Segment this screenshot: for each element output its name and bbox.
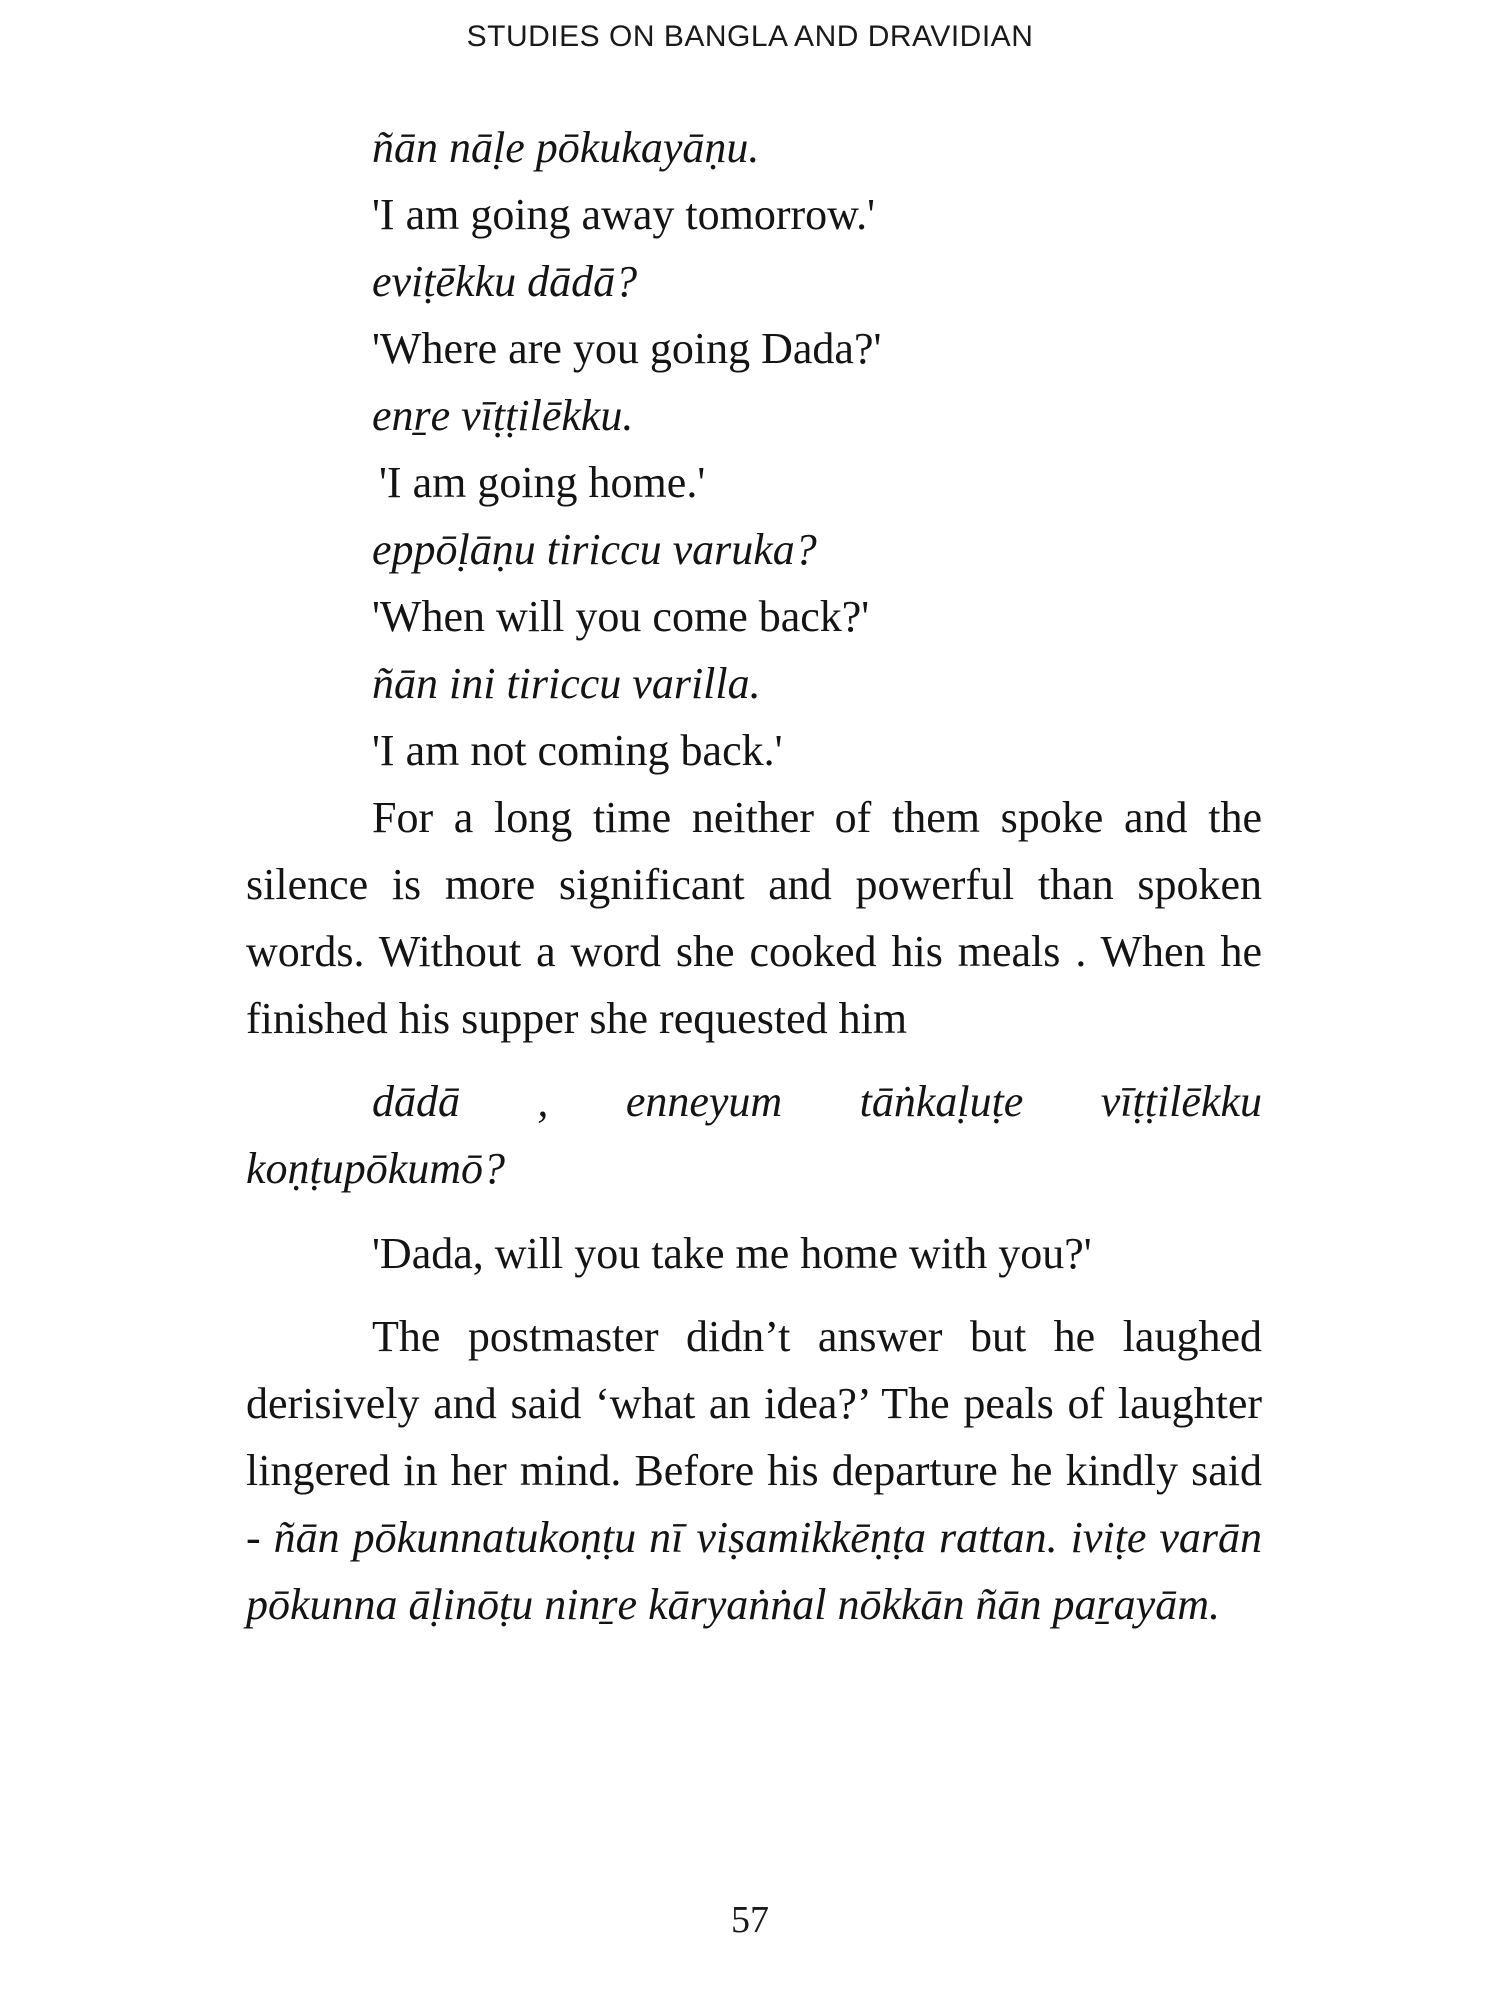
narrative-paragraph-2: [246, 1303, 1262, 1638]
dialogue-line-translation: 'I am not coming back.': [372, 726, 783, 775]
running-head-title: STUDIES ON BANGLA AND DRAVIDIAN: [466, 20, 1034, 53]
dialogue-line-malayalam: ñān nāḷe pōkukayāṇu.: [372, 123, 760, 172]
malayalam-quote: ñān pōkunnatukoṇṭu nī viṣamikkēṇṭa rattan. iviṭe varān pōkunna āḷinōṭu ninṟe kāryaṅṅal nōkkān ñān paṟayām.: [246, 1513, 1262, 1629]
body-text: [246, 114, 1262, 1638]
dialogue-line-malayalam: enṟe vīṭṭilēkku.: [372, 391, 634, 440]
malayalam-request: dādā , enneyum tāṅkaḷuṭe vīṭṭilēkku koṇṭupōkumō?: [246, 1077, 1262, 1193]
narrative-roman-text: The postmaster didn’t answer but he laughed derisively and said ‘what an idea?’ The peals of laughter lingered in her mind. Before his departure he kindly said -: [246, 1312, 1262, 1562]
page-number: 57: [731, 1899, 769, 1941]
narrative-paragraph: For a long time neither of them spoke and the silence is more significant and powerful than spoken words. Without a word she cooked his meals . When he finished his supper she requested him: [246, 793, 1262, 1043]
dialogue-line-malayalam: ñān ini tiriccu varilla.: [372, 659, 761, 708]
request-translation: 'Dada, will you take me home with you?': [372, 1229, 1092, 1278]
dialogue-line-malayalam: eviṭēkku dādā?: [372, 257, 638, 306]
dialogue-line-translation: 'Where are you going Dada?': [372, 324, 882, 373]
dialogue-line-translation: 'I am going away tomorrow.': [372, 190, 875, 239]
dialogue-line-malayalam: eppōḷāṇu tiriccu varuka?: [372, 525, 817, 574]
dialogue-line-translation: 'When will you come back?': [372, 592, 870, 641]
dialogue-line-translation: 'I am going home.': [379, 458, 706, 507]
